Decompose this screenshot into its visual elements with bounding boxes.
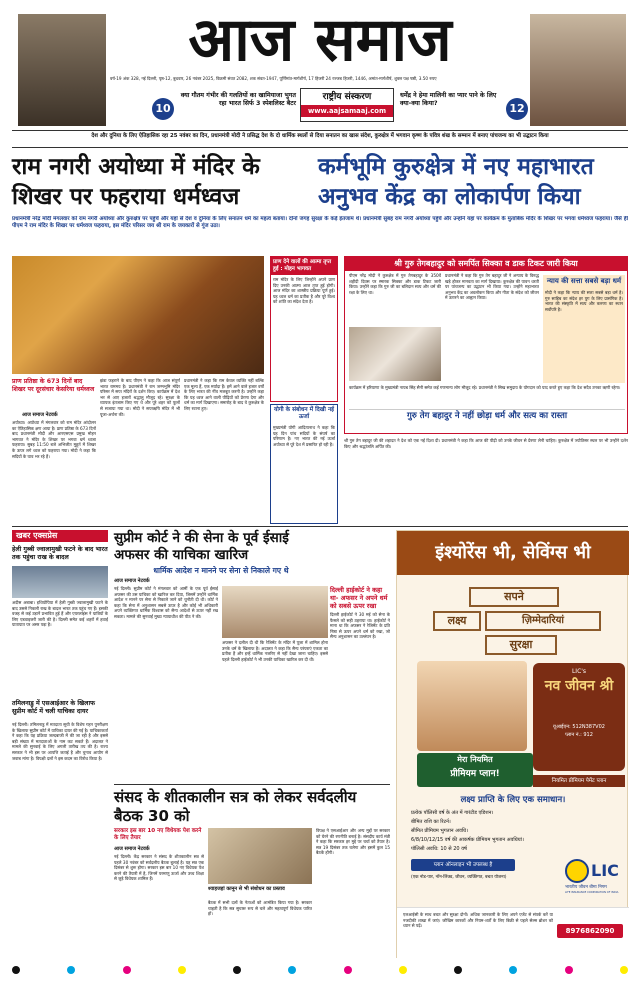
express-item1-text: अदीस अबाबा। इथियोपिया में हेली गुब्बी ज्वालामुखी फटने के बाद उससे निकली राख के बादल भारत तक पहुंच गए हैं। इसकी वजह से कई उड़ानें प्रभावित हुई हैं और एयरलाइंस ने यात्रियों के लिए एडवाइजरी जारी की है। दिल्ली समेत कई शहरों में हवाई यातायात पर असर पड़ा है। (12, 600, 108, 628)
ad-feature: सीमित प्रीमियम भुगतान अवधि। (411, 828, 469, 834)
ad-block-responsibility: ज़िम्मेदारियां (485, 611, 601, 631)
col-text-2: झंडा फहराने के बाद पीएम ने कहा कि आज संपूर्ण भारत राममय है। प्रधानमंत्री ने राम जन्मभूमि मंदिर परिसर में सप्त मंदिरों के दर्शन किए। कार्यक्रम में देश भर से आए हजारों श्रद्धालु मौजूद रहे। सुरक्षा के व्यापक इंतजाम किए गए थे और पूरे शहर को फूलों से सजाया गया था। मोदी ने सप्तऋषि मंदिर में भी पूजा-अर्चना की। (100, 378, 180, 417)
parliament-title[interactable]: संसद के शीतकालीन सत्र को लेकर सर्वदलीय बैठक 30 को (114, 788, 357, 825)
teaser-left-number: 10 (152, 98, 174, 120)
guru-side-box (543, 275, 625, 383)
guru-box-title[interactable]: श्री गुरु तेगबहादुर को समर्पित सिक्का व डाक टिकट जारी किया (345, 257, 627, 271)
ad-plan-line1: मेरा नियमित (457, 755, 493, 764)
teaser-right[interactable]: धर्मेंद्र ने हेमा मालिनी का प्यार पाने के लिए क्या-क्या किया? (400, 92, 497, 107)
right-portrait (530, 14, 626, 126)
ad-block-security: सुरक्षा (485, 635, 557, 655)
parliament-photo (208, 828, 312, 884)
guru-text-3: कार्यक्रम में हरियाणा के मुख्यमंत्री नायब सिंह सैनी समेत कई गणमान्य लोग मौजूद रहे। प्रधानमंत्री ने सिख समुदाय के योगदान को याद करते हुए कहा कि देश सदैव उनका ऋणी रहेगा। (349, 385, 621, 390)
section-divider (12, 526, 628, 527)
ad-block-dream: सपने (469, 587, 559, 607)
guru-text-1: पीएम नरेंद्र मोदी ने कुरुक्षेत्र में गुरु तेगबहादुर के 350वें शहीदी दिवस पर स्मारक सिक्का और डाक टिकट जारी किया। उन्होंने कहा कि गुरु जी का बलिदान सत्य और धर्म की रक्षा के लिए था। (349, 273, 441, 295)
sc-text-2: अफसर ने दलील दी थी कि रेजिमेंट के मंदिर में पूजा में शामिल होना उनके धर्म के खिलाफ है। अदालत ने कहा कि सैन्य परंपराएं एकता का प्रतीक हैं और इन्हें धार्मिक नजरिए से नहीं देखा जाना चाहिए। इससे पहले दिल्ली हाईकोर्ट ने भी उनकी याचिका खारिज कर दी थी। (222, 640, 328, 662)
ad-plan-line2: प्रीमियम प्लान! (450, 769, 500, 779)
ad-footer-text: एलआईसी के साथ बचत और सुरक्षा दोनों। अधिक जानकारी के लिए अपने एजेंट से संपर्क करें या नजदीकी शाखा में जाएं। जोखिम कारकों और नियम-शर्तों के लिए बिक्री से पहले सेल्स ब्रोशर को ध्यान से पढ़ें। (403, 912, 553, 929)
masthead (0, 0, 640, 128)
guru-box (344, 256, 628, 434)
ad-family-photo (417, 661, 527, 751)
col-text-3: प्रधानमंत्री ने कहा कि राम केवल व्यक्ति नहीं बल्कि एक मूल्य हैं, एक मर्यादा हैं। हमें आने वाले हजार वर्षों के लिए भारत की नींव मजबूत करनी है। उन्होंने कहा कि यह ध्वज आने वाली पीढ़ियों को प्रेरणा देगा और धर्म का मार्ग दिखाएगा। समारोह के बाद वे कुरुक्षेत्र के लिए रवाना हुए। (184, 378, 264, 411)
lead-headline-left[interactable]: राम नगरी अयोध्या में मंदिर के शिखर पर फहराया धर्मध्वज (12, 154, 260, 210)
edition-box (300, 88, 394, 122)
lic-ad[interactable] (396, 530, 628, 958)
col-text-1: अयोध्या। अयोध्या में मंगलवार को राम मंदिर आंदोलन का ऐतिहासिक क्षण आया है। प्राण प्रतिष्ठा के 673 दिनों बाद प्रधानमंत्री मोदी और आरएसएस प्रमुख मोहन भागवत ने मंदिर के शिखर पर भगवा धर्म ध्वजा फहराया। सुबह 11:50 बजे अभिजीत मुहूर्त में शिखर के ऊपर लगे ध्वज को फहराया गया। मोदी ने कहा कि सदियों के घाव भर रहे हैं। (12, 420, 96, 459)
ad-plan-type: नियमित प्रीमियम पेमेंट प्लान (533, 775, 625, 787)
quote-box-text: राम मंदिर के लिए जिन्होंने अपने प्राण दिए उनकी आत्मा आज तृप्त हुई होगी। आज मंदिर का शास्त्रीय प्रक्रिया पूर्ण हुई। यह ध्वज धर्म का प्रतीक है और पूरे विश्व को शांति का संदेश देता है। (273, 277, 335, 305)
quote-box (270, 256, 338, 402)
sc-highlight (330, 586, 390, 782)
ad-online-button[interactable]: प्लान ऑनलाइन भी उपलब्ध है (411, 859, 515, 871)
ad-plan-lines (417, 753, 533, 787)
sc-highlight-text: दिल्ली हाईकोर्ट ने 30 मई को सेना के फैसले को सही ठहराया था। हाईकोर्ट ने माना था कि अफसर ने रेजिमेंट के प्रति निष्ठा से ऊपर अपने धर्म को रखा, जो सैन्य अनुशासन का उल्लंघन है। (330, 612, 390, 640)
parliament-text-1: नई दिल्ली। केंद्र सरकार ने संसद के शीतकालीन सत्र से पहले 30 नवंबर को सर्वदलीय बैठक बुलाई है। यह सत्र एक दिसंबर से शुरू होगा। सरकार इस बार 10 नए विधेयक पेश करने की तैयारी में है, जिनमें परमाणु ऊर्जा और उच्च शिक्षा से जुड़े विधेयक शामिल हैं। (114, 854, 204, 882)
ad-tagline: लक्ष्य प्राप्ति के लिए एक समाधान। (460, 795, 566, 805)
photo-caption-byline: आज समाज नेटवर्क (22, 412, 58, 418)
banner-strip (12, 130, 628, 148)
ad-plan-badge (533, 663, 625, 771)
express-photo (12, 566, 108, 598)
parliament-text-2: बैठक में सभी दलों के नेताओं को आमंत्रित किया गया है। सरकार चाहती है कि सत्र सुचारू रूप से चले और महत्वपूर्ण विधेयक पारित हों। (208, 900, 312, 917)
parliament-bullet: सरकार इस बार 10 नए विधेयक पेश करने के लिए तैयार (114, 828, 202, 841)
edition-label: राष्ट्रीय संस्करण (322, 92, 372, 102)
registration-dots (12, 966, 628, 980)
yogi-box (270, 404, 338, 524)
ad-plan-name: नव जीवन श्री (544, 678, 614, 694)
lic-logo (565, 859, 589, 883)
parliament-photo-caption: श्याहजहां कानून से भी संशोधन का प्रस्ताव (208, 886, 285, 892)
express-item1-title[interactable]: हेली गुब्बी ज्वालामुखी फटने के बाद भारत तक पहुंचा राख के बादल (12, 546, 108, 561)
ad-uin: यूआईएन: 512N387V02 (553, 724, 605, 730)
sc-text-1: नई दिल्ली। सुप्रीम कोर्ट ने मंगलवार को आर्मी के एक पूर्व ईसाई अफसर की उस याचिका को खारिज कर दिया, जिसमें उन्होंने धार्मिक आदेश न मानने पर सेना से निकाले जाने को चुनौती दी थी। कोर्ट ने कहा कि सेना में अनुशासन सबसे ऊपर है और कोई भी अधिकारी अपने व्यक्तिगत धार्मिक विश्वास को सैन्य आदेशों से ऊपर नहीं रख सकता। मामले की सुनवाई मुख्य न्यायाधीश की पीठ ने की। (114, 586, 218, 619)
parliament-byline: आज समाज नेटवर्क (114, 846, 150, 852)
ad-feature: प्रत्येक पॉलिसी वर्ष के अंत में गारंटीड एडिशन। (411, 810, 494, 816)
ad-headline: इंश्योरेंस भी, सेविंग्स भी (397, 531, 629, 575)
teaser-right-number: 12 (506, 98, 528, 120)
express-item2-title[interactable]: तमिलनाडु में एसआईआर के खिलाफ सुप्रीम कोर्ट में चली याचिका दायर (12, 700, 95, 715)
ad-feature: 6/8/10/12/15 वर्ष की आकर्षक प्रीमियम भुगतान अवधियां। (411, 837, 524, 843)
express-item2-text: नई दिल्ली। तमिलनाडु में मतदाता सूची के विशेष गहन पुनरीक्षण के खिलाफ सुप्रीम कोर्ट में याचिका दायर की गई है। याचिकाकर्ता ने कहा कि यह प्रक्रिया जल्दबाजी में की जा रही है और इससे बड़ी संख्या में मतदाताओं के नाम कट सकते हैं। अदालत ने मामले की सुनवाई के लिए अगली तारीख तय की है। राज्य सरकार ने भी इस पर आपत्ति जताई है और चुनाव आयोग से जवाब मांगा है। विपक्षी दलों ने इस कदम का विरोध किया है। (12, 722, 108, 761)
sc-title[interactable]: सुप्रीम कोर्ट ने की सेना के पूर्व ईसाई अफसर की याचिका खारिज (114, 530, 289, 563)
ad-features (411, 809, 621, 854)
lic-hindi: भारतीय जीवन बीमा निगम (565, 885, 607, 890)
ad-feature: बीमित राशि का रिटर्न। (411, 819, 451, 825)
quote-box-title: प्राण देने वालों की आत्मा तृप्त हुई : मोहन भागवत (271, 257, 337, 275)
teaser-left[interactable]: क्या गौतम गंभीर की गलतियों का खामियाजा भुगत रहा भारत सिर्फ 3 स्पेशलिस्ट बैटर (180, 92, 296, 107)
guru-sub-head[interactable]: गुरु तेग बहादुर ने नहीं छोड़ा धर्म और सत्य का रास्ता (349, 409, 625, 422)
banner-text: देश और दुनिया के लिए ऐतिहासिक रहा 25 नवंबर का दिन, प्रधानमंत्री मोदी ने प्रसिद्ध देश के दो धार्मिक स्थलों से दिया सनातन का खास संदेश, कुरुक्षेत्र में भगवान कृष्ण के पवित्र शंख के सम्मान में बनाए पांचजन्य का भी उद्घाटन किया (91, 133, 549, 139)
lic-eng: LIFE INSURANCE CORPORATION OF INDIA (565, 891, 619, 894)
ad-block-goal: लक्ष्य (433, 611, 481, 631)
sc-subtitle: धार्मिक आदेश न मानने पर सेना से निकाले गए थे (153, 566, 289, 575)
sc-highlight-title: दिल्ली हाईकोर्ट ने कहा था- अफसर ने अपने धर्म को सबसे ऊपर रखा (330, 586, 388, 610)
guru-side-text: मोदी ने कहा कि न्याय की सत्ता सबसे बड़ा धर्म है। गुरु साहिब का संदेश हर युग के लिए प्रासंगिक है। भारत की संस्कृति में सत्य और करुणा का स्थान सर्वोपरि है। (545, 290, 623, 312)
newspaper-title: आज समाज (188, 5, 452, 75)
yogi-box-text: मुख्यमंत्री योगी आदित्यनाथ ने कहा कि यह दिन पांच सदियों के संघर्ष का परिणाम है। नए भारत की नई ऊर्जा अयोध्या से पूरे देश में प्रसारित हो रही है। (273, 425, 335, 447)
lic-name: LIC (591, 861, 619, 880)
ad-brand-small: LIC's (571, 668, 587, 675)
lic-logo-box (565, 859, 625, 899)
sc-byline: आज समाज नेटवर्क (114, 578, 150, 584)
yogi-box-title: योगी के संबोधन में दिखी नई ऊर्जा (273, 407, 335, 420)
ad-channels: (एक नोड-पार, नॉन-लिंक्ड, जीवन, व्यक्तिगत, बचत योजना) (411, 875, 507, 880)
express-label: खबर एक्सप्रेस (12, 530, 108, 542)
guru-lower-text: श्री गुरु तेग बहादुर जी की शहादत ने देश को एक नई दिशा दी। प्रधानमंत्री ने कहा कि आज की पीढ़ी को उनके जीवन से प्रेरणा लेनी चाहिए। कुरुक्षेत्र में ज्योतिसर स्थल पर भी उन्होंने दर्शन किए और श्रद्धांजलि अर्पित की। (344, 438, 628, 449)
coin-stamp-photo (349, 327, 441, 381)
ad-feature: पॉलिसी अवधि: 10 से 20 वर्ष (411, 846, 467, 852)
website-label[interactable]: www.aajsamaaj.com (301, 105, 393, 117)
ad-plan-no: प्लान नं.: 912 (565, 732, 593, 738)
parliament-text-3: विपक्ष ने एसआईआर और अन्य मुद्दों पर सरकार को घेरने की रणनीति बनाई है। संसदीय कार्य मंत्री ने कहा कि सरकार हर मुद्दे पर चर्चा को तैयार है। सत्र 19 दिसंबर तक चलेगा और इसमें कुल 15 बैठकें होंगी। (316, 828, 390, 856)
dateline: वर्ष-19 अंक 328, नई दिल्ली, पृष्ठ-12, बुधवार, 26 नवंबर 2025, विक्रमी संवत 2082, शक संवत-1947, पूर्णिमांत-मार्गशीर्ष, 17 हिजरी 24 रज्जब हिजरी, 1446, अमांत-मार्गशीर्ष, शुक्ल पक्ष षष्ठी, 3.50 रुपए (110, 76, 437, 81)
ad-footer (397, 907, 629, 959)
ad-phone[interactable]: 8976862090 (557, 924, 623, 938)
lead-headline-right[interactable]: कर्मभूमि कुरुक्षेत्र में नए महाभारत अनुभव केंद्र का लोकार्पण किया (318, 154, 594, 210)
parliament-divider (114, 784, 390, 785)
sc-photo (222, 586, 328, 638)
guru-side-title: न्याय की सत्ता सबसे बड़ा धर्म (546, 277, 622, 285)
lead-body: प्रधानमंत्री नरेंद्र मोदी मंगलवार को राम नगरी अयोध्या और कुरुक्षेत्र पर पहुंचे और यहां से देश व दुनिया के लिए सनातन धर्म का महत्व बताया। दोनों जगह सुरक्षा के कड़े इंतजाम थे। प्रधानमंत्री सुबह राम नगरी अयोध्या पहुंचे और उन्होंने यहां पर कार्यक्रम के मुताबिक मंदिर के शिखर पर भगवा धर्मध्वज फहराया। जैसे ही पीएम ने राम मंदिर के शिखर पर धर्मध्वज फहराया, इस मंदिर परिसर जय श्री राम के जयकारों से गूंज उठा। (12, 216, 628, 230)
ayodhya-photo (12, 256, 264, 374)
photo-caption-title: प्राण प्रतिष्ठा के 673 दिनों बाद शिखर पर दूरसंचार केसरिया धर्मध्वज (12, 378, 95, 393)
guru-text-2: प्रधानमंत्री ने कहा कि गुरु तेग बहादुर जी ने अन्याय के विरुद्ध खड़े होकर मानवता का मार्ग दिखाया। कुरुक्षेत्र की पावन धरती पर पांचजन्य का उद्घाटन भी किया गया। उन्होंने महाभारत अनुभव केंद्र का अवलोकन किया और गीता के संदेश को जीवन में उतारने का आह्वान किया। (445, 273, 539, 301)
left-portrait (18, 14, 106, 126)
